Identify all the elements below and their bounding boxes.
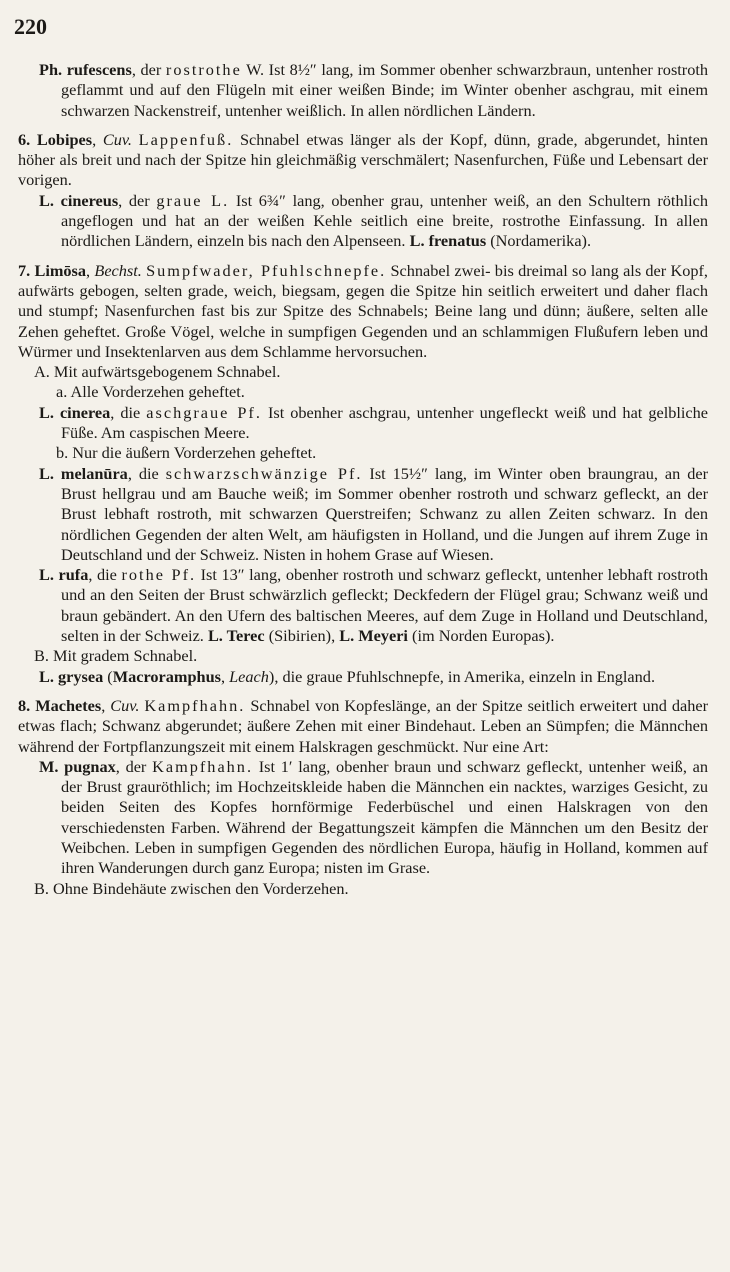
text-run [132,130,139,149]
species-entry [18,757,708,879]
text-run: Schnabel etwas länger als der Kopf, dünn, grade, abgerundet, hinten höher als breit und nach der Spitze hin gleichmäßig verschmälert; Nasenfurchen, Füße und Lebensart der vorigen. [18,129,708,190]
authority: Cuv. [110,695,140,715]
taxon-name: 8. Machetes [18,695,102,715]
taxon-name: L. melanūra [39,463,128,483]
text-run: Ist 1′ lang, obenher braun und schwarz gefleckt, untenher weiß, an der Brust grauröthlich; im Hochzeitskleide haben die Männchen ein nacktes, warziges Gesicht, zu beiden Seiten des Kopfes hornförmige Federbüschel und einen Halskragen von den verschiedensten Farben. Während der Begattungszeit kämpfen die Männchen um den Besitz der Weibchen. Leben in sumpfigen Gegenden des nördlichen Europa, häufig in Holland, kommen auf ihren Wanderungen durch ganz Europa; nisten im Grase. [61,756,708,878]
taxon-name: Macroramphus [112,666,221,686]
authority: Leach [229,666,269,686]
common-name: schwarzschwänzige Pf. [165,463,363,483]
species-entry [18,403,708,444]
text-run: , der [115,756,153,776]
common-name: Sumpfwader, Pfuhlschnepfe. [146,260,387,280]
text-run: B. Ohne Bindehäute zwischen den Vorderzehen. [34,878,349,898]
text-run: , die [127,463,166,483]
taxon-name: L. rufa [39,565,89,585]
taxon-name: L. cinereus [39,190,119,210]
text-run: b. Nur die äußern Vorderzehen geheftet. [56,443,317,463]
taxon-name: M. pugnax [39,756,116,776]
authority: Bechst. [94,260,142,280]
text-body [18,60,708,899]
text-run: Ist 6¾″ lang, obenher grau, untenher weiß, an den Schultern röthlich angeflogen und hat an der weißen Kehle seitlich eine breite, rostrothe Einfassung. In allen nördlichen Ländern, einzeln bis nach den Alpenseen. [61,190,708,251]
taxon-name: L. grysea [39,666,104,686]
taxon-name: 7. Limōsa [18,260,87,280]
text-run: , die [88,565,122,585]
taxon-name: 6. Lobipes [18,129,93,149]
authority: Cuv. [102,129,132,149]
text-run: ), die graue Pfuhlschnepfe, in Amerika, einzeln in England. [268,666,656,686]
common-name: rostrothe [165,60,242,79]
section-heading [18,879,708,899]
text-run: , die [110,402,147,422]
text-run: , der [131,60,166,79]
subsection-heading [18,443,708,463]
text-run: B. Mit gradem Schnabel. [34,646,198,666]
common-name: Kampfhahn. [144,695,246,715]
text-run: (Nordamerika). [486,231,592,251]
taxon-name: L. Terec [207,626,265,646]
genus-heading [18,696,708,757]
text-run: , [86,260,95,280]
species-entry [18,60,708,121]
text-run: Ist 15½″ lang, im Winter oben braungrau, an der Brust hellgrau und am Bauche weiß; im Sommer obenher rostroth und schwarz gefleckt, an der Brust lebhaft rostroth, mit schwarzen Querstreifen; Schwanz zu allen Zeiten schwarz. In den nördlichen Gegenden der alten Welt, am häufigsten in Holland, und die Jungen auf ihrem Zuge in Deutschland und der Schweiz. Nisten in hohem Grase auf Wiesen. [61,463,708,564]
common-name: Kampfhahn. [152,756,254,776]
text-run: a. Alle Vorderzehen geheftet. [56,382,245,402]
text-run: ( [103,666,113,686]
text-run: Schnabel von Kopfeslänge, an der Spitze seitlich erweitert und daher etwas flach; Schwanz abgerundet; äußere Zehen mit einer Bindehaut. Leben an Sümpfen; die Männchen während der Fortpflanzungszeit mit einem Halskragen geschmückt. Nur eine Art: [18,695,709,756]
taxon-name: L. frenatus [409,231,487,251]
subsection-heading [18,382,708,402]
genus-heading [18,261,708,362]
species-entry [18,191,708,252]
taxon-name: L. Meyeri [339,626,408,646]
text-run: Ist 13″ lang, obenher rostroth und schwarz gefleckt, untenher lebhaft rostroth und an den Seiten der Brust schwärzlich gefleckt; Deckfedern der Flügel grau; Schwanz weiß und braun gebändert. An den Ufern des baltischen Meeres, auf dem Zuge in Holland und Deutschland, selten in der Schweiz. [61,565,709,646]
text-run: Ist obenher aschgrau, untenher ungefleckt weiß und hat gelbliche Füße. Am caspischen Meere. [61,402,709,443]
section-heading [18,362,708,382]
text-run: (im Norden Europas). [407,626,555,646]
genus-heading [18,130,708,191]
text-run: , der [118,190,157,210]
taxon-name: L. cinerea [39,402,111,422]
text-run: A. Mit aufwärtsgebogenem Schnabel. [34,362,281,382]
text-run: W. Ist 8½″ lang, im Sommer obenher schwarzbraun, untenher rostroth geflammt und auf den Flügeln mit einer weißen Binde; im Winter obenher aschgrau, mit einem schwarzen Nackenstreif, untenher weißlich. In allen nördlichen Ländern. [61,60,709,120]
text-run: , [220,666,230,686]
text-run: Schnabel zwei- bis dreimal so lang als der Kopf, aufwärts gebogen, selten grade, weich, biegsam, gegen die Spitze hin seitlich erweitert und daher flach und stumpf; Nasenfurchen fast bis zur Spitze des Schnabels; Beine lang und dünn; äußere, selten alle Zehen geheftet. Große Vögel, welche in sumpfigen Gegenden und an schlammigen Flußufern leben und Würmer und Insektenlarven aus dem Schlamme hervorsuchen. [18,260,708,361]
common-name: aschgraue Pf. [146,402,262,422]
taxon-name: Ph. rufescens [39,60,132,79]
text-run: , [92,129,103,149]
species-entry [18,667,708,687]
text-run: (Sibirien), [264,626,340,646]
common-name: Lappenfuß. [138,129,234,149]
common-name: rothe Pf. [121,565,197,585]
text-run: , [101,695,111,715]
species-entry [18,464,708,565]
page-number: 220 [14,14,47,39]
common-name: graue L. [156,190,230,210]
section-heading [18,646,708,666]
species-entry [18,565,708,646]
